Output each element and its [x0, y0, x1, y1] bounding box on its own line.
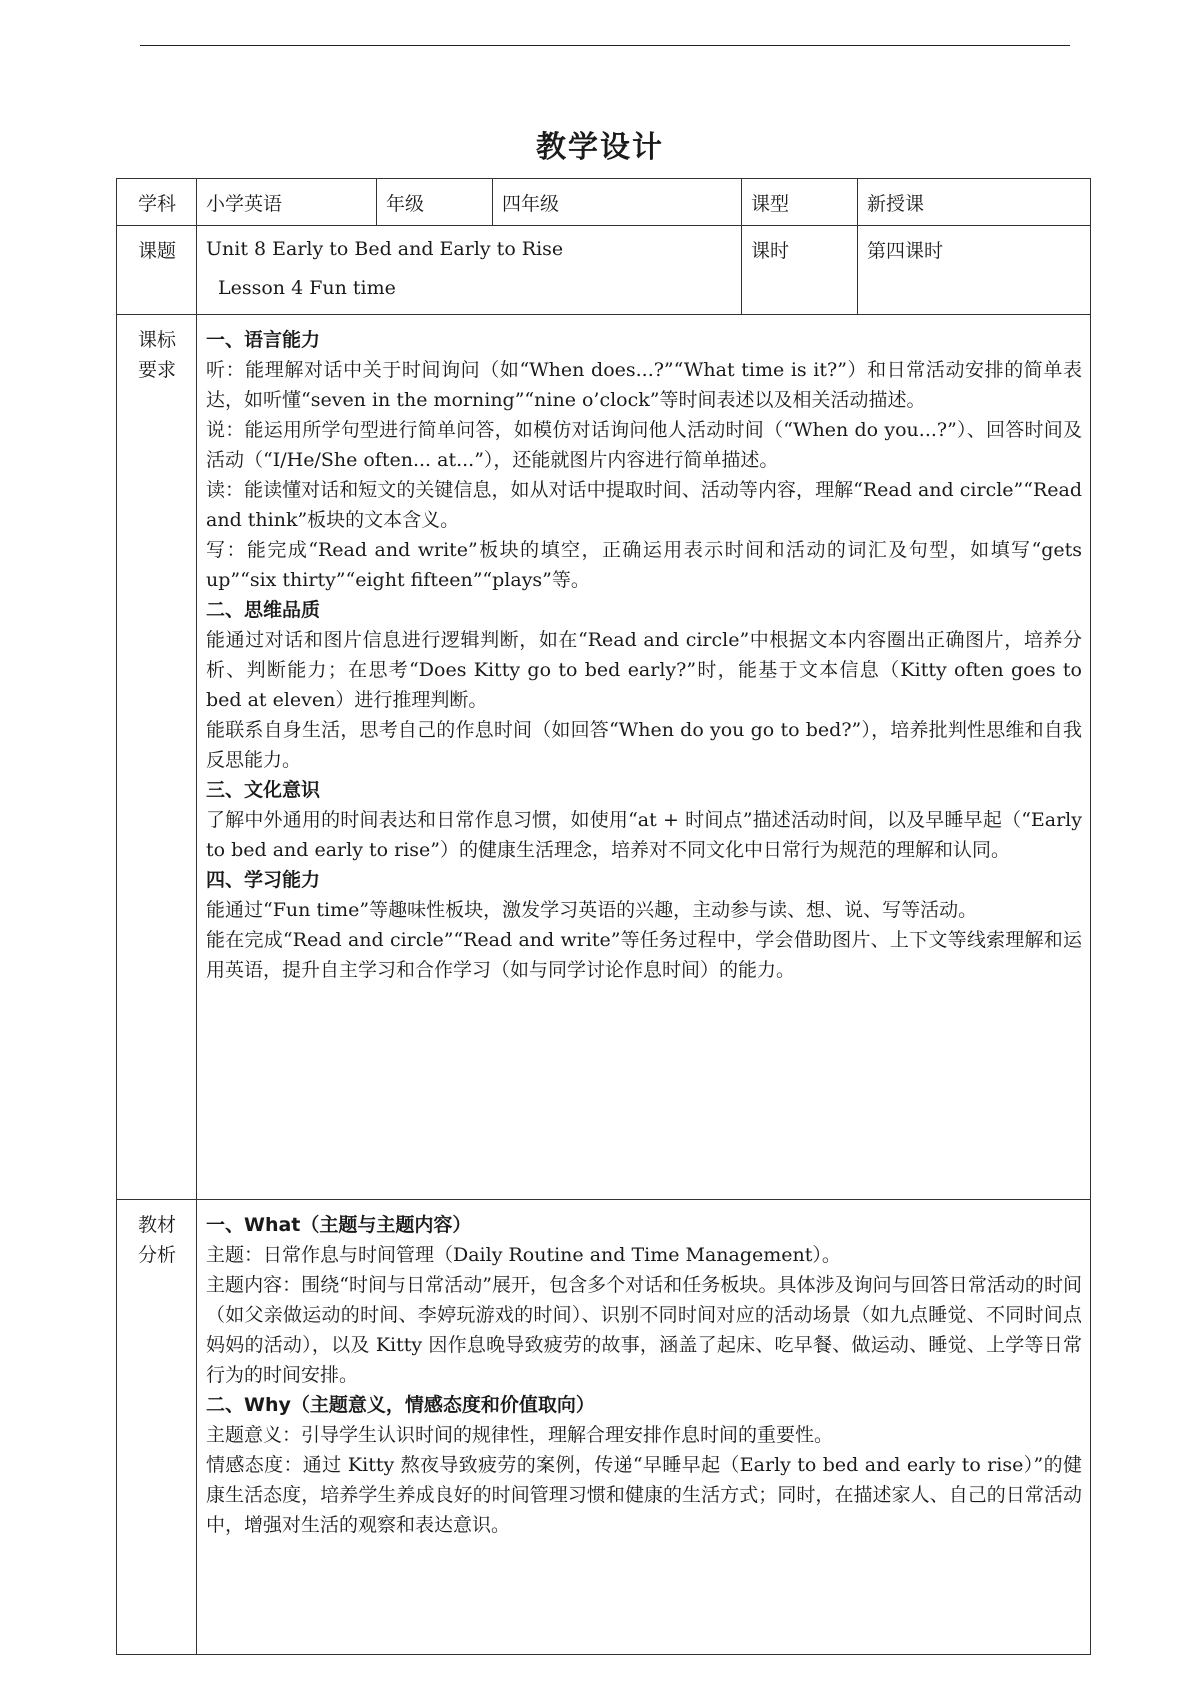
thinking-quality-heading: 二、思维品质	[206, 599, 321, 621]
curriculum-label-line1: 课标	[137, 329, 176, 351]
reading-text: 读：能读懂对话和短文的关键信息，如从对话中提取时间、活动等内容，理解“Read and circle”“Read and think”板块的文本含义。	[206, 479, 1082, 531]
curriculum-content	[197, 315, 1091, 1200]
curriculum-row	[117, 315, 1091, 1200]
meaning-text: 主题意义：引导学生认识时间的规律性，理解合理安排作息时间的重要性。	[206, 1424, 834, 1446]
thinking-text-2: 能联系自身生活，思考自己的作息时间（如回答“When do you go to bed?”），培养批判性思维和自我反思能力。	[206, 719, 1082, 771]
topic-unit: Unit 8 Early to Bed and Early to Rise	[206, 238, 564, 260]
curriculum-label	[117, 315, 197, 1200]
subject-value: 小学英语	[197, 179, 377, 226]
learning-text-1: 能通过“Fun time”等趣味性板块，激发学习英语的兴趣，主动参与读、想、说、写等活动。	[206, 899, 978, 921]
language-ability-heading: 一、语言能力	[206, 329, 321, 351]
writing-text: 写：能完成“Read and write”板块的填空，正确运用表示时间和活动的词汇及句型，如填写“gets up”“six thirty”“eight fifteen”“plays”等。	[206, 539, 1082, 591]
why-heading: 二、Why（主题意义，情感态度和价值取向）	[206, 1394, 595, 1416]
theme-text: 主题：日常作息与时间管理（Daily Routine and Time Management）。	[206, 1244, 841, 1266]
theme-content-text: 主题内容：围绕“时间与日常活动”展开，包含多个对话和任务板块。具体涉及询问与回答日常活动的时间（如父亲做运动的时间、李婷玩游戏的时间）、识别不同时间对应的活动场景（如九点睡觉、不同时间点妈妈的活动），以及 Kitty 因作息晚导致疲劳的故事，涵盖了起床、吃早餐、做运动、睡觉、上学等日常行为的时间安排。	[206, 1274, 1082, 1386]
topic-lesson: Lesson 4 Fun time	[218, 277, 396, 299]
lesson-type-label: 课型	[742, 179, 858, 226]
attitude-text: 情感态度：通过 Kitty 熬夜导致疲劳的案例，传递“早睡早起（Early to bed and early to rise）”的健康生活态度，培养学生养成良好的时间管理习惯和健康的生活方式；同时，在描述家人、自己的日常活动中，增强对生活的观察和表达意识。	[206, 1454, 1082, 1536]
material-label-line1: 教材	[137, 1214, 176, 1236]
info-row-subject	[117, 179, 1091, 226]
material-label-line2: 分析	[137, 1244, 176, 1266]
topic-label: 课题	[117, 226, 197, 315]
info-row-topic	[117, 226, 1091, 315]
grade-label: 年级	[377, 179, 493, 226]
culture-text: 了解中外通用的时间表达和日常作息习惯，如使用“at + 时间点”描述活动时间，以及早睡早起（“Early to bed and early to rise”）的健康生活理念，培养对不同文化中日常行为规范的理解和认同。	[206, 809, 1082, 861]
cultural-awareness-heading: 三、文化意识	[206, 779, 321, 801]
material-row	[117, 1200, 1091, 1655]
listening-text: 听：能理解对话中关于时间询问（如“When does...?”“What time is it?”）和日常活动安排的简单表达，如听懂“seven in the morning”“nine o’clock”等时间表述以及相关活动描述。	[206, 359, 1082, 411]
header-rule	[140, 45, 1070, 46]
period-value: 第四课时	[858, 226, 1091, 315]
learning-text-2: 能在完成“Read and circle”“Read and write”等任务过程中，学会借助图片、上下文等线索理解和运用英语，提升自主学习和合作学习（如与同学讨论作息时间）的能力。	[206, 929, 1082, 981]
topic-value	[197, 226, 742, 315]
grade-value: 四年级	[493, 179, 742, 226]
period-label: 课时	[742, 226, 858, 315]
material-content	[197, 1200, 1091, 1655]
material-label	[117, 1200, 197, 1655]
learning-ability-heading: 四、学习能力	[206, 869, 321, 891]
thinking-text-1: 能通过对话和图片信息进行逻辑判断，如在“Read and circle”中根据文本内容圈出正确图片，培养分析、判断能力；在思考“Does Kitty go to bed early?”时，能基于文本信息（Kitty often goes to bed at eleven）进行推理判断。	[206, 629, 1082, 711]
speaking-text: 说：能运用所学句型进行简单问答，如模仿对话询问他人活动时间（“When do you...?”）、回答时间及活动（“I/He/She often... at...”），还能就图片内容进行简单描述。	[206, 419, 1082, 471]
document-title: 教学设计	[536, 130, 664, 165]
lesson-plan-table	[116, 178, 1091, 1655]
subject-label: 学科	[117, 179, 197, 226]
lesson-type-value: 新授课	[858, 179, 1091, 226]
curriculum-label-line2: 要求	[137, 359, 176, 381]
what-heading: 一、What（主题与主题内容）	[206, 1214, 472, 1236]
